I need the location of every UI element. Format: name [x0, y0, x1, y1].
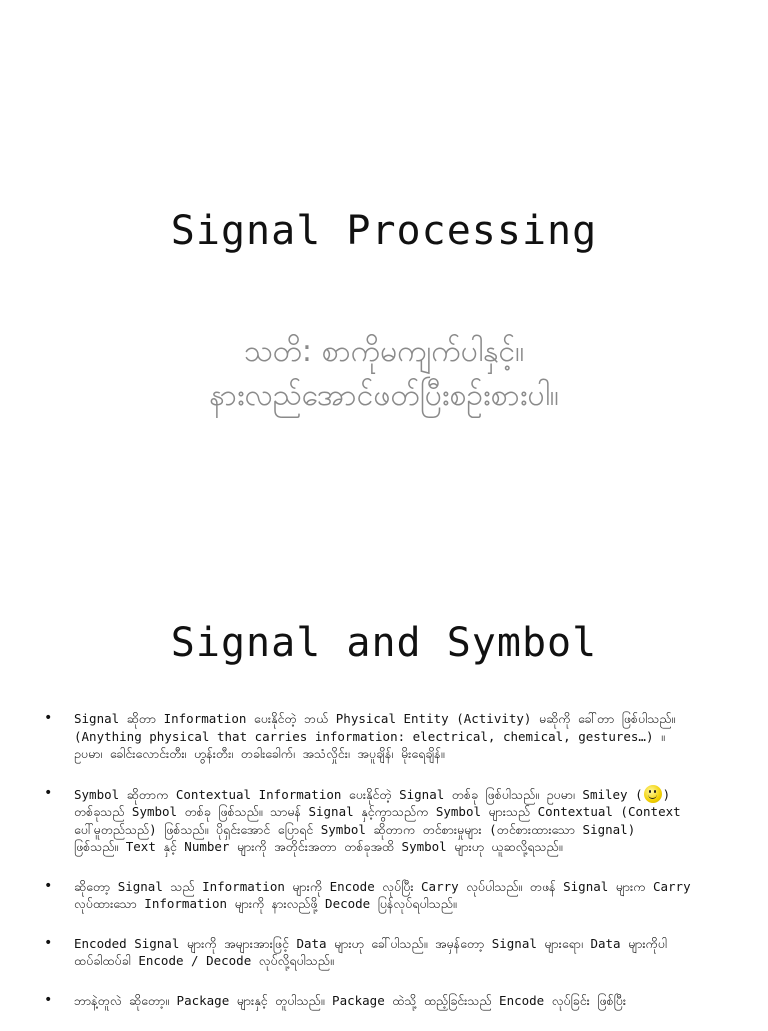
bullet-item — [40, 992, 728, 1010]
bullet-text: Symbol ဆိုတာက Contextual Information ပေးနိုင်တဲ့ Signal တစ်ခု ဖြစ်ပါသည်။ ဥပမာ၊ Smiley ( — [74, 786, 643, 802]
slide-subtitle — [0, 330, 768, 418]
bullet-list — [40, 710, 728, 1031]
bullet-line: တစ်ခုသည် Symbol တစ်ခု ဖြစ်သည်။ သာမန် Signal နှင့်ကွာသည်က Symbol များသည် Contextual (Context — [74, 804, 681, 819]
bullet-line: ဥပမာ၊ ခေါင်းလောင်းတီး၊ ဟွန်းတီး၊ တခါးခေါက်၊ အသံလှိုင်း၊ အပူချိန်၊ မိုးရေချိန်။ — [74, 746, 445, 761]
bullet-line: ပေါ်မူတည်သည်) ဖြစ်သည်။ ပိုရှင်းအောင် ပြောရင် Symbol ဆိုတာက တင်စားမှုများ (တင်စားထားသော Signal) — [74, 821, 636, 837]
bullet-text: ) — [662, 786, 671, 802]
bullet-line: • Signal ဆိုတာ Information ပေးနိုင်တဲ့ ဘယ် Physical Entity (Activity) မဆိုကို ခေါ်တာ ဖြစ်ပါသည်။ — [74, 711, 676, 726]
bullet-line: (Anything physical that carries information: electrical, chemical, gestures…) ။ — [74, 728, 665, 744]
bullet-line: ထပ်ခါထပ်ခါ Encode / Decode လုပ်လို့ရပါသည်။ — [74, 953, 334, 968]
slide-title: Signal Processing — [170, 208, 598, 254]
bullet-item — [40, 710, 728, 763]
bullet-line: • ဆိုတော့ Signal သည် Information များကို Encode လုပ်ပြီး Carry လုပ်ပါသည်။ တဖန် Signal များက Carry — [74, 878, 691, 894]
slide-title: Signal and Symbol — [170, 620, 598, 666]
subtitle-line-1: သတိ: စာကိုမကျက်ပါနှင့်။ — [243, 334, 525, 369]
bullet-item — [40, 878, 728, 913]
bullet-line — [74, 785, 728, 804]
subtitle-line-2: နားလည်အောင်ဖတ်ပြီးစဉ်းစားပါ။ — [209, 378, 559, 413]
bullet-line: ဖြစ်သည်။ Text နှင့် Number များကို အတိုင်းအတာ တစ်ခုအထိ Symbol များဟု ယူဆလို့ရသည်။ — [74, 839, 563, 854]
bullet-item — [40, 935, 728, 970]
smiley-icon — [644, 785, 662, 803]
slide-2 — [0, 560, 768, 1024]
bullet-line: • ဘာနဲ့တူလဲ ဆိုတော့။ Package များနှင့် တူပါသည်။ Package ထဲသို့ ထည့်ခြင်းသည် Encode လုပ်ခြင်း ဖြစ်ပြီး — [74, 992, 627, 1008]
bullet-line: • Encoded Signal များကို အများအားဖြင့် Data များဟု ခေါ်ပါသည်။ အမှန်တော့ Signal များရော၊ Data များကိုပါ — [74, 935, 668, 951]
bullet-item — [40, 785, 728, 856]
bullet-line: လုပ်ထားသော Information များကို နားလည်ဖို့ Decode ပြန်လုပ်ရပါသည်။ — [74, 896, 457, 911]
